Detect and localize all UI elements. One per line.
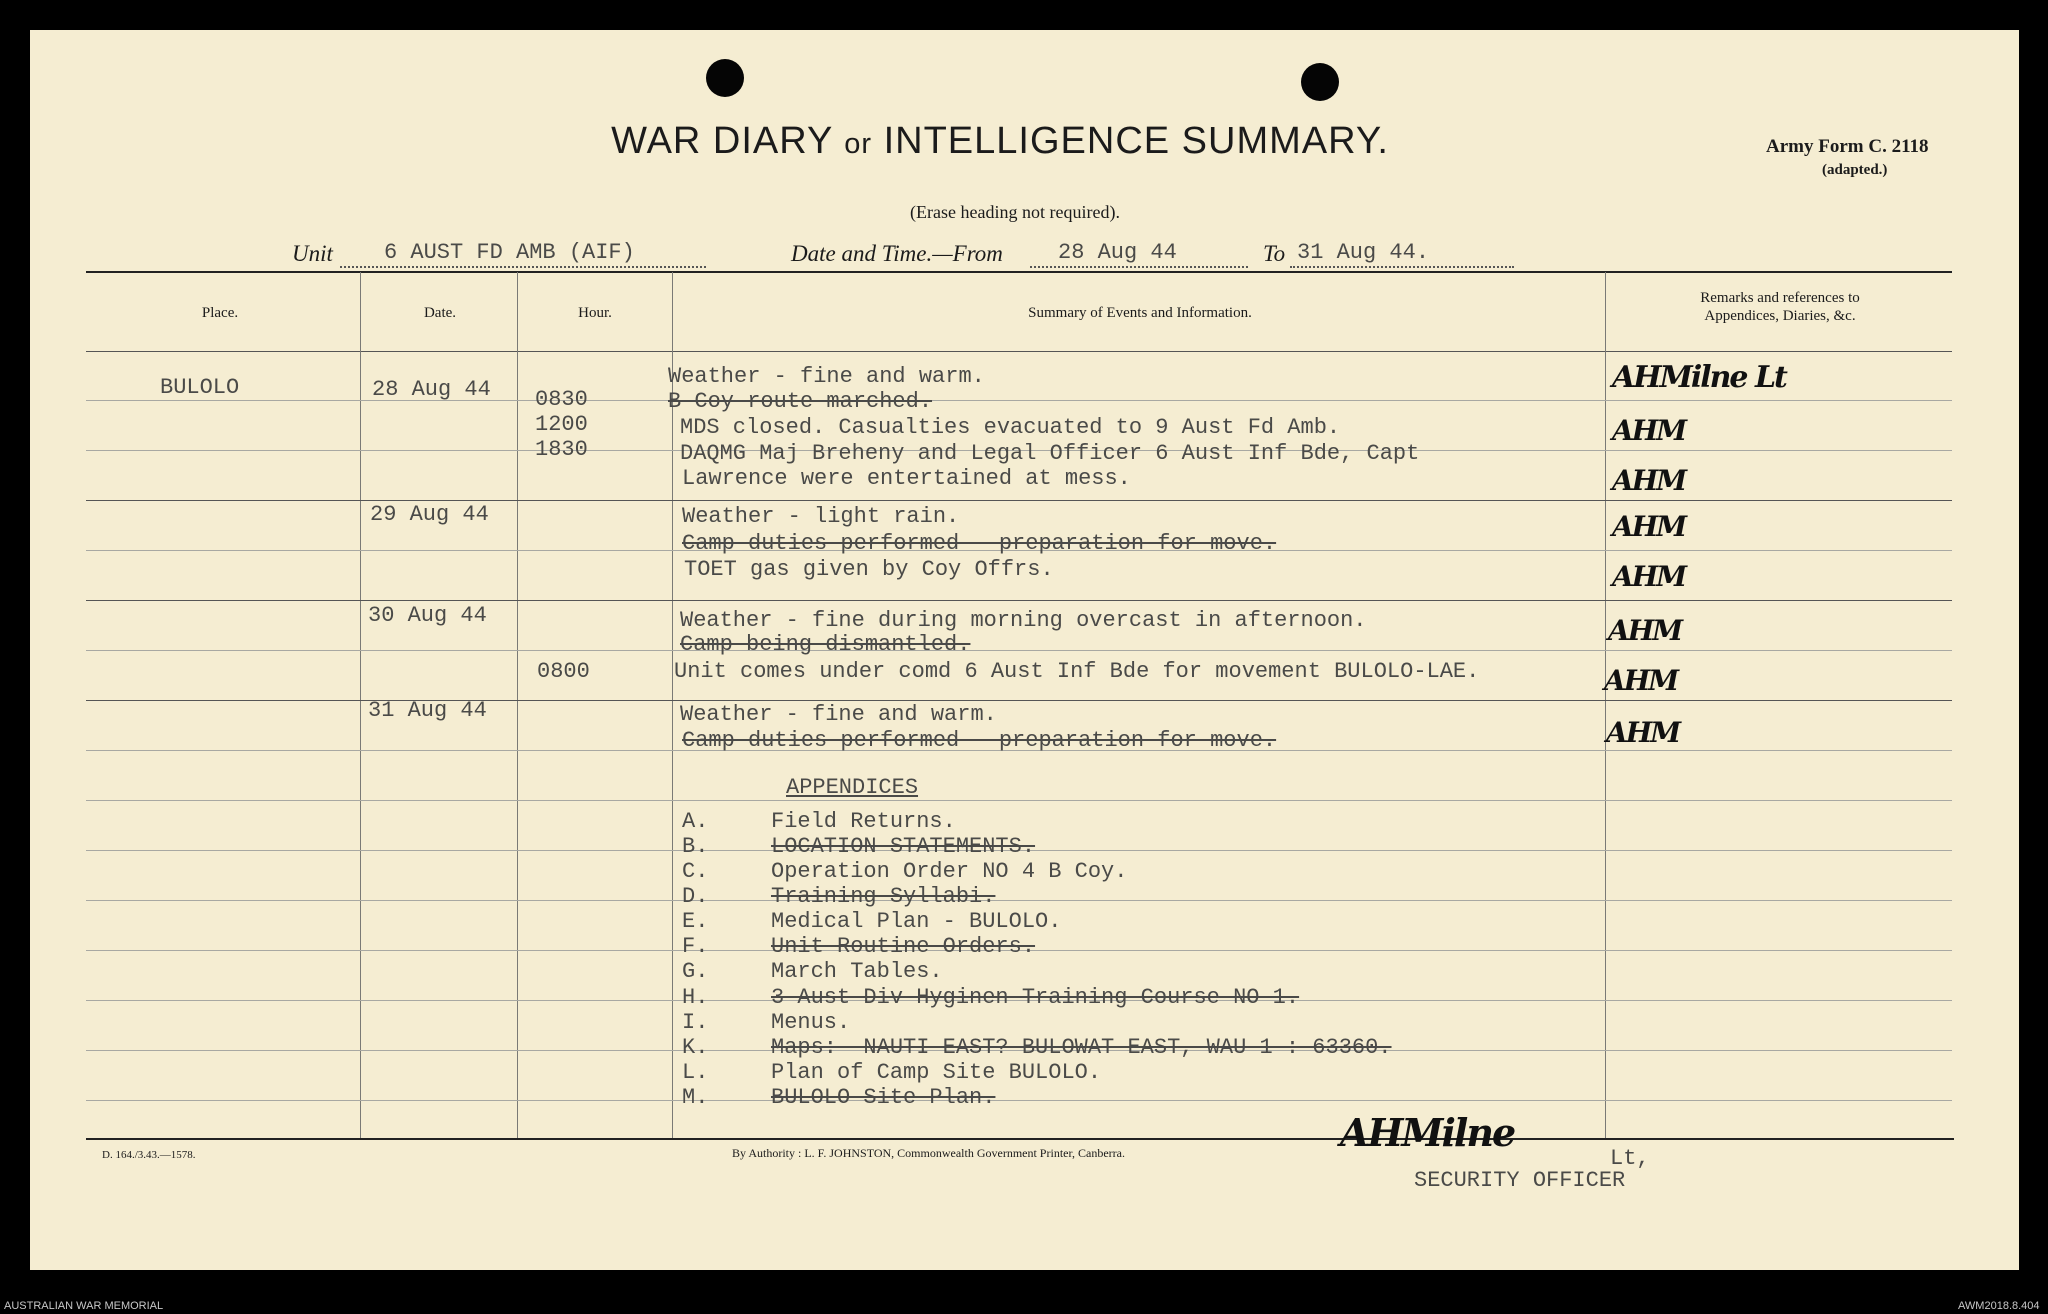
ruled-line (86, 650, 1952, 651)
unit-value: 6 AUST FD AMB (AIF) (384, 240, 635, 265)
column-header-summary: Summary of Events and Information. (1028, 305, 1252, 321)
date-label: Date and Time.—From (791, 241, 1003, 266)
unit-underline (340, 266, 706, 268)
ruled-line (86, 900, 1952, 901)
ruled-line (86, 500, 1952, 501)
from-underline (1030, 266, 1248, 268)
form-code: D. 164./3.43.—1578. (102, 1149, 196, 1161)
hour-cell: 1200 (535, 412, 588, 437)
to-underline (1290, 266, 1514, 268)
officer-signature: AHMilne (1340, 1110, 1515, 1155)
remark-initials: AHM (1612, 464, 1686, 497)
to-label: To (1263, 241, 1286, 266)
hour-cell: 0800 (537, 659, 590, 684)
appendix-text: 3 Aust Div Hyginen Training Course NO 1. (771, 985, 1300, 1010)
remark-signature: AHMilne Lt (1612, 360, 1786, 395)
appendix-letter: G. (682, 959, 709, 984)
ruled-line (86, 1100, 1952, 1101)
unit-label: Unit (292, 241, 333, 266)
officer-rank: Lt, (1610, 1146, 1650, 1171)
summary-line: Weather - fine during morning overcast in afternoon. (680, 608, 1367, 633)
appendix-text: Plan of Camp Site BULOLO. (771, 1060, 1102, 1085)
appendix-text: Field Returns. (771, 809, 956, 834)
column-header-remarks: Appendices, Diaries, &c. (1704, 308, 1856, 324)
appendix-letter: E. (682, 909, 709, 934)
summary-line: B Coy route-marched. (668, 389, 933, 414)
appendix-text: Medical Plan - BULOLO. (771, 909, 1062, 934)
printer-authority: By Authority : L. F. JOHNSTON, Commonwealth Government Printer, Canberra. (732, 1146, 1125, 1160)
remark-initials: AHM (1608, 614, 1682, 647)
appendix-letter: M. (682, 1085, 709, 1110)
date-cell: 31 Aug 44 (368, 698, 487, 723)
appendix-text: BULOLO Site Plan. (771, 1085, 996, 1110)
appendix-text: March Tables. (771, 959, 943, 984)
column-header-date: Date. (423, 305, 457, 321)
remark-initials: AHM (1612, 510, 1686, 543)
appendix-letter: B. (682, 834, 709, 859)
hour-cell: 0830 (535, 387, 588, 412)
ruled-line (86, 700, 1952, 701)
archive-caption-right: AWM2018.8.404 (1958, 1300, 2040, 1312)
appendix-letter: I. (682, 1010, 709, 1035)
table-top-rule (86, 271, 1952, 273)
date-cell: 29 Aug 44 (370, 502, 489, 527)
column-divider (1605, 272, 1606, 1138)
punch-hole (706, 59, 744, 97)
appendix-letter: F. (682, 934, 709, 959)
place-cell: BULOLO (160, 375, 240, 400)
archive-caption-left: AUSTRALIAN WAR MEMORIAL (4, 1300, 164, 1312)
remark-initials: AHM (1604, 664, 1678, 697)
appendix-text: Operation Order NO 4 B Coy. (771, 859, 1128, 884)
hour-cell: 1830 (535, 437, 588, 462)
ruled-line (86, 400, 1952, 401)
header-rule (86, 351, 1952, 352)
summary-line: MDS closed. Casualties evacuated to 9 Aust Fd Amb. (680, 415, 1341, 440)
to-value: 31 Aug 44. (1297, 240, 1430, 265)
table-bottom-rule (86, 1138, 1954, 1140)
army-form-number: Army Form C. 2118 (1766, 136, 1929, 157)
remark-initials: AHM (1606, 716, 1680, 749)
army-form-adapted: (adapted.) (1822, 162, 1888, 178)
appendix-text: Maps:- NAUTI EAST? BULOWAT EAST, WAU 1 : 63360. (771, 1035, 1392, 1060)
appendix-text: Menus. (771, 1010, 851, 1035)
summary-line: TOET gas given by Coy Offrs. (684, 557, 1054, 582)
summary-line: DAQMG Maj Breheny and Legal Officer 6 Aust Inf Bde, Capt (680, 441, 1420, 466)
officer-role: SECURITY OFFICER (1414, 1168, 1626, 1193)
column-divider (360, 272, 361, 1138)
summary-line: Camp being dismantled. (680, 632, 971, 657)
erase-note: (Erase heading not required). (910, 202, 1120, 222)
appendix-text: LOCATION STATEMENTS. (771, 834, 1036, 859)
appendix-letter: A. (682, 809, 709, 834)
ruled-line (86, 600, 1952, 601)
summary-line: Unit comes under comd 6 Aust Inf Bde for movement BULOLO-LAE. (674, 659, 1480, 684)
summary-line: Weather - light rain. (682, 504, 960, 529)
appendix-letter: C. (682, 859, 709, 884)
document-title: WAR DIARY or INTELLIGENCE SUMMARY. (611, 120, 1389, 162)
summary-line: Camp duties performed - preparation for move. (682, 531, 1277, 556)
column-header-hour: Hour. (578, 305, 612, 321)
remark-initials: AHM (1612, 414, 1686, 447)
column-divider (517, 272, 518, 1138)
summary-line: Weather - fine and warm. (668, 364, 985, 389)
remark-initials: AHM (1612, 560, 1686, 593)
from-value: 28 Aug 44 (1058, 240, 1177, 265)
appendix-text: Training Syllabi. (771, 884, 996, 909)
summary-line: Camp duties performed - preparation for move. (682, 728, 1277, 753)
date-cell: 30 Aug 44 (368, 603, 487, 628)
date-cell: 28 Aug 44 (372, 377, 491, 402)
appendix-letter: D. (682, 884, 709, 909)
column-header-place: Place. (201, 305, 239, 321)
appendices-heading: APPENDICES (786, 775, 919, 800)
summary-line: Weather - fine and warm. (680, 702, 997, 727)
appendix-letter: L. (682, 1060, 709, 1085)
column-header-remarks: Remarks and references to (1700, 290, 1860, 306)
appendix-letter: K. (682, 1035, 709, 1060)
appendix-letter: H. (682, 985, 709, 1010)
summary-line: Lawrence were entertained at mess. (682, 466, 1131, 491)
appendix-text: Unit Routine Orders. (771, 934, 1036, 959)
punch-hole (1301, 63, 1339, 101)
ruled-line (86, 800, 1952, 801)
